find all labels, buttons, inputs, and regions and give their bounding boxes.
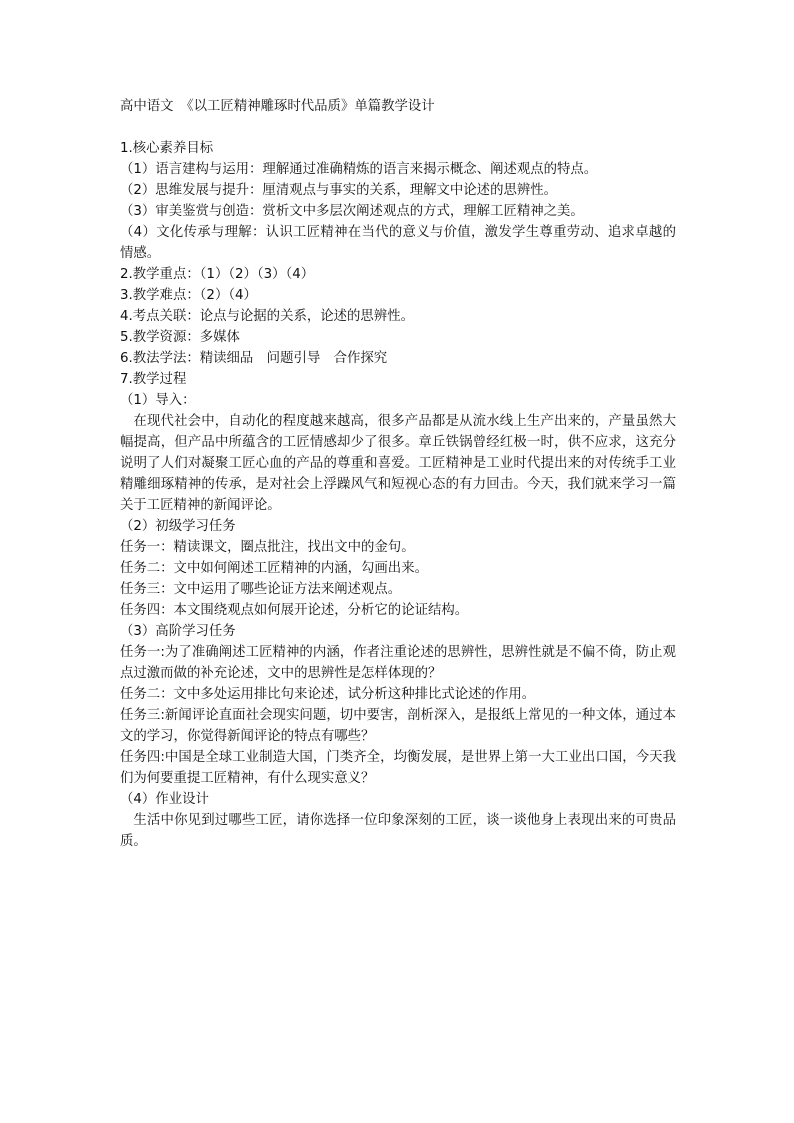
basic-task-item: 任务二：文中如何阐述工匠精神的内涵，勾画出来。 xyxy=(120,561,428,576)
advanced-tasks-heading: （3）高阶学习任务 xyxy=(120,624,236,639)
advanced-task-item: 任务二：文中多处运用排比句来论述，试分析这种排比式论述的作用。 xyxy=(120,687,536,702)
teaching-methods: 6.教法学法：精读细品 问题引导 合作探究 xyxy=(120,351,388,366)
objective-item: （3）审美鉴赏与创造：赏析文中多层次阐述观点的方式，理解工匠精神之美。 xyxy=(120,204,584,219)
homework-heading: （4）作业设计 xyxy=(120,792,209,807)
objective-item: （4）文化传承与理解：认识工匠精神在当代的意义与价值，激发学生尊重劳动、追求卓越的情感。 xyxy=(120,225,676,261)
basic-tasks-heading: （2）初级学习任务 xyxy=(120,519,236,534)
basic-task-item: 任务三：文中运用了哪些论证方法来阐述观点。 xyxy=(120,582,402,597)
basic-task-item: 任务四：本文围绕观点如何展开论述，分析它的论证结构。 xyxy=(120,603,469,618)
homework-paragraph: 生活中你见到过哪些工匠，请你选择一位印象深刻的工匠，谈一谈他身上表现出来的可贵品质。 xyxy=(120,813,676,849)
process-heading: 7.教学过程 xyxy=(120,372,187,387)
advanced-task-item: 任务一:为了准确阐述工匠精神的内涵，作者注重论述的思辨性，思辨性就是不偏不倚，防止观点过激而做的补充论述，文中的思辨性是怎样体现的？ xyxy=(120,645,676,681)
advanced-task-item: 任务四:中国是全球工业制造大国，门类齐全，均衡发展，是世界上第一大工业出口国，今天我们为何要重提工匠精神，有什么现实意义？ xyxy=(120,750,676,786)
advanced-task-item: 任务三:新闻评论直面社会现实问题，切中要害，剖析深入，是报纸上常见的一种文体，通过本文的学习，你觉得新闻评论的特点有哪些？ xyxy=(120,708,676,744)
objective-item: （2）思维发展与提升：厘清观点与事实的关系，理解文中论述的思辨性。 xyxy=(120,183,558,198)
intro-heading: （1）导入： xyxy=(120,393,196,408)
objective-item: （1）语言建构与运用：理解通过准确精炼的语言来揭示概念、阐述观点的特点。 xyxy=(120,162,598,177)
document-body xyxy=(120,96,676,852)
teaching-difficulty: 3.教学难点：（2）（4） xyxy=(120,288,257,303)
intro-paragraph: 在现代社会中，自动化的程度越来越高，很多产品都是从流水线上生产出来的，产量虽然大幅提高，但产品中所蕴含的工匠情感却少了很多。章丘铁锅曾经红极一时，供不应求，这充分说明了人们对凝聚工匠心血的产品的尊重和喜爱。工匠精神是工业时代提出来的对传统手工业精雕细琢精神的传承，是对社会上浮躁风气和短视心态的有力回击。今天，我们就来学习一篇关于工匠精神的新闻评论。 xyxy=(120,414,676,513)
exam-points: 4.考点关联：论点与论据的关系，论述的思辨性。 xyxy=(120,309,414,324)
objectives-heading: 1.核心素养目标 xyxy=(120,141,214,156)
teaching-resources: 5.教学资源：多媒体 xyxy=(120,330,240,345)
teaching-focus: 2.教学重点：（1）（2）（3）（4） xyxy=(120,267,315,282)
basic-task-item: 任务一：精读课文，圈点批注，找出文中的金句。 xyxy=(120,540,415,555)
document-title: 高中语文 《以工匠精神雕琢时代品质》单篇教学设计 xyxy=(120,99,435,114)
